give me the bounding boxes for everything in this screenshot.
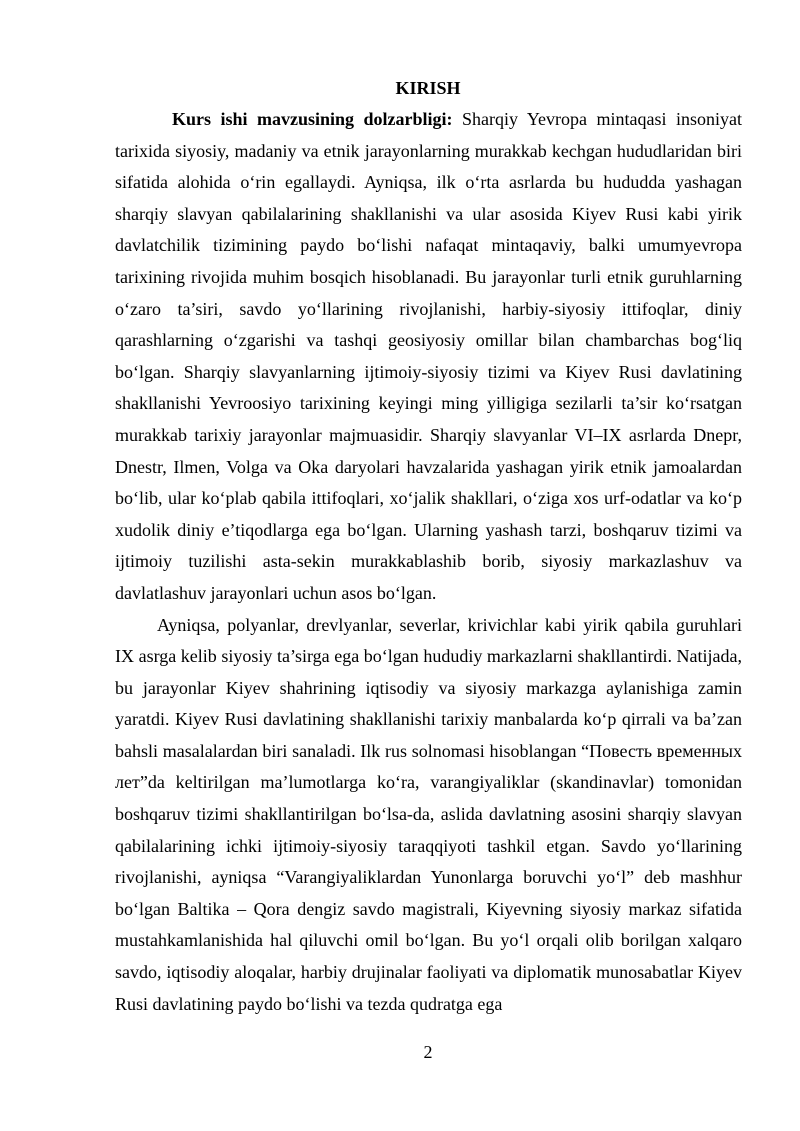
paragraph-1-text: Sharqiy Yevropa mintaqasi insoniyat tarixida siyosiy, madaniy va etnik jarayonlarning murakkab kechgan hududlaridan biri sifatida alohida oʻrin egallaydi. Ayniqsa, ilk oʻrta asrlarda bu hududda yashagan sharqiy slavyan qabilalarining shakllanishi va ular asosida Kiyev Rusi kabi yirik davlatchilik tizimining paydo boʻlishi nafaqat mintaqaviy, balki umumyevropa tarixining rivojida muhim bosqich hisoblanadi. Bu jarayonlar turli etnik guruhlarning oʻzaro ta’siri, savdo yoʻllarining rivojlanishi, harbiy-siyosiy ittifoqlar, diniy qarashlarning oʻzgarishi va tashqi geosiyosiy omillar bilan chambarchas bogʻliq boʻlgan. Sharqiy slavyanlarning ijtimoiy-siyosiy tizimi va Kiyev Rusi davlatining shakllanishi Yevroosiyo tarixining keyingi ming yilligiga sezilarli ta’sir koʻrsatgan murakkab tarixiy jarayonlar majmuasidir. Sharqiy slavyanlar VI–IX asrlarda Dnepr, Dnestr, Ilmen, Volga va Oka daryolari havzalarida yashagan yirik etnik jamoalardan boʻlib, ular koʻplab qabila ittifoqlari, xoʻjalik shakllari, oʻziga xos urf-odatlar va koʻp xudolik diniy e’tiqodlarga ega boʻlgan. Ularning yashash tarzi, boshqaruv tizimi va ijtimoiy tuzilishi asta-sekin murakkablashib borib, siyosiy markazlashuv va davlatlashuv jarayonlari uchun asos boʻlgan. [115,109,742,603]
paragraph-lead: Kurs ishi mavzusining dolzarbligi: [172,109,453,129]
section-title: KIRISH [395,78,461,98]
body-text [115,104,742,1020]
paragraph-1 [115,104,742,610]
paragraph-2 [115,610,742,1021]
paragraph-2-text: Ayniqsa, polyanlar, drevlyanlar, severlar, krivichlar kabi yirik qabila guruhlari IX asrga kelib siyosiy ta’sirga ega boʻlgan hududiy markazlarni shakllantirdi. Natijada, bu jarayonlar Kiyev shahrining iqtisodiy va siyosiy markazga aylanishiga zamin yaratdi. Kiyev Rusi davlatining shakllanishi tarixiy manbalarda koʻp qirrali va ba’zan bahsli masalalardan biri sanaladi. Ilk rus solnomasi hisoblangan “Повесть временных лет”da keltirilgan ma’lumotlarga koʻra, varangiyaliklar (skandinavlar) tomonidan boshqaruv tizimi shakllantirilgan boʻlsa-da, aslida davlatning asosini sharqiy slavyan qabilalarining ichki ijtimoiy-siyosiy taraqqiyoti tashkil etgan. Savdo yoʻllarining rivojlanishi, ayniqsa “Varangiyaliklardan Yunonlarga boruvchi yoʻl” deb mashhur boʻlgan Baltika – Qora dengiz savdo magistrali, Kiyevning siyosiy markaz sifatida mustahkamlanishida hal qiluvchi omil boʻlgan. Bu yoʻl orqali olib borilgan xalqaro savdo, iqtisodiy aloqalar, harbiy drujinalar faoliyati va diplomatik munosabatlar Kiyev Rusi davlatining paydo boʻlishi va tezda qudratga ega [115,614,742,1014]
page-number: 2 [423,1042,433,1062]
